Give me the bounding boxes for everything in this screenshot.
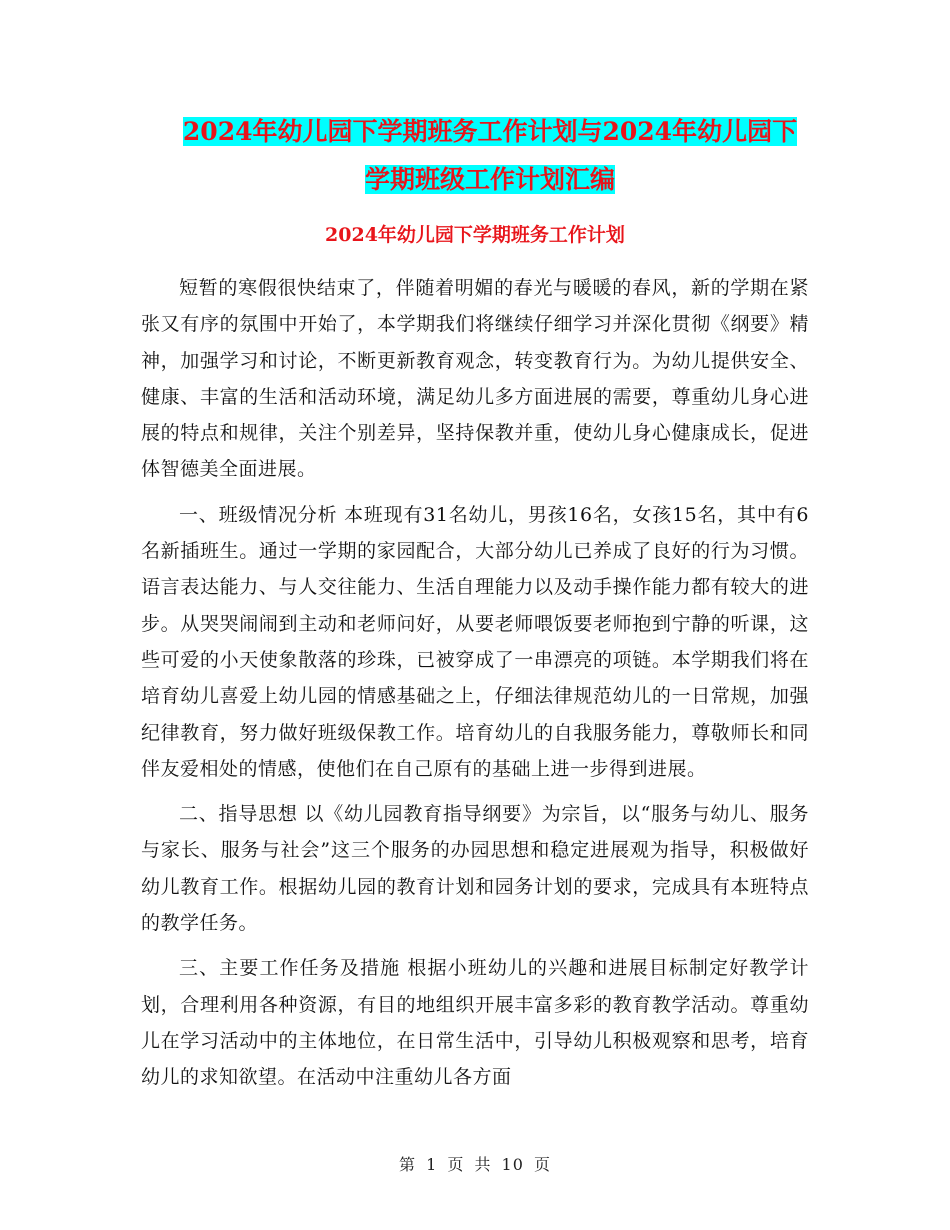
document-title xyxy=(140,108,840,204)
page-footer: 第 1 页 共 10 页 xyxy=(399,1155,551,1174)
document-title-line-1: 2024年幼儿园下学期班务工作计划与2024年幼儿园下 xyxy=(182,117,798,146)
paragraph-intro: 短暂的寒假很快结束了，伴随着明媚的春光与暖暖的春风，新的学期在紧张又有序的氛围中开始了，本学期我们将继续仔细学习并深化贯彻《纲要》精神，加强学习和讨论，不断更新教育观念，转变教育行为。为幼儿提供安全、健康、丰富的生活和活动环境，满足幼儿多方面进展的需要，尊重幼儿身心进展的特点和规律，关注个别差异，坚持保教并重，使幼儿身心健康成长，促进体智德美全面进展。 xyxy=(141,277,809,481)
document-body xyxy=(141,270,809,1105)
document-title-line-2: 学期班级工作计划汇编 xyxy=(364,165,615,194)
paragraph-guiding-thought: 二、指导思想 以《幼儿园教育指导纲要》为宗旨，以“服务与幼儿、服务与家长、服务与社会”这三个服务的办园思想和稳定进展观为指导，积极做好幼儿教育工作。根据幼儿园的教育计划和园务计划的要求，完成具有本班特点的教学任务。 xyxy=(141,803,809,935)
paragraph-class-analysis: 一、班级情况分析 本班现有31名幼儿，男孩16名，女孩15名，其中有6名新插班生。通过一学期的家园配合，大部分幼儿已养成了良好的行为习惯。语言表达能力、与人交往能力、生活自理能力以及动手操作能力都有较大的进步。从哭哭闹闹到主动和老师问好，从要老师喂饭要老师抱到宁静的听课，这些可爱的小天使象散落的珍珠，已被穿成了一串漂亮的项链。本学期我们将在培育幼儿喜爱上幼儿园的情感基础之上，仔细法律规范幼儿的一日常规，加强纪律教育，努力做好班级保教工作。培育幼儿的自我服务能力，尊敬师长和同伴友爱相处的情感，使他们在自己原有的基础上进一步得到进展。 xyxy=(141,503,809,780)
section-title: 2024年幼儿园下学期班务工作计划 xyxy=(325,224,625,246)
paragraph-main-tasks: 三、主要工作任务及措施 根据小班幼儿的兴趣和进展目标制定好教学计划，合理利用各种资源，有目的地组织开展丰富多彩的教育教学活动。尊重幼儿在学习活动中的主体地位，在日常生活中，引导幼儿积极观察和思考，培育幼儿的求知欲望。在活动中注重幼儿各方面 xyxy=(141,957,809,1089)
